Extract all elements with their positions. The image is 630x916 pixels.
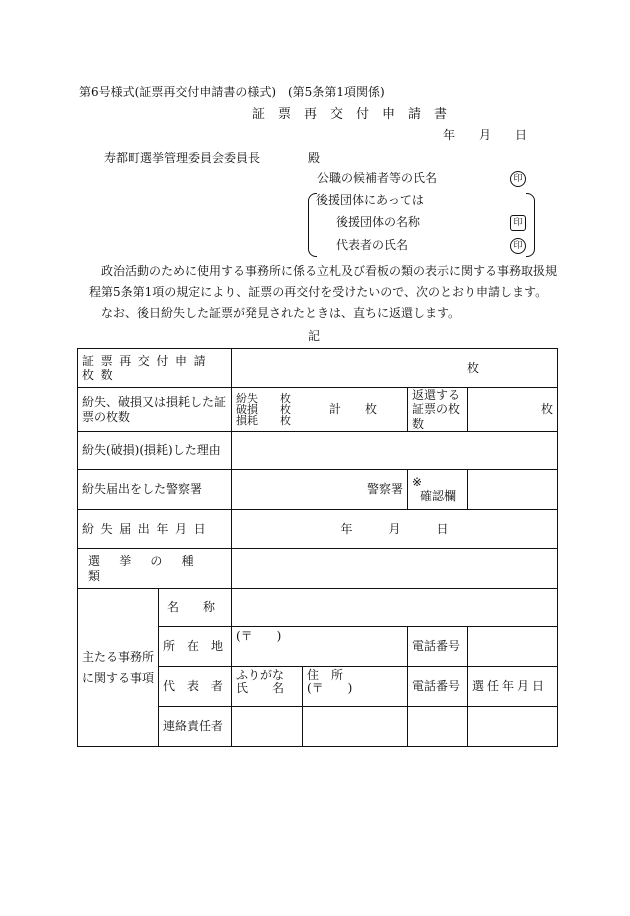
request-count-unit: 枚	[467, 360, 480, 375]
seal-circle-1: 印	[510, 171, 526, 187]
representative-label: 代 表 者	[159, 667, 232, 707]
request-count-label: 証票再交付申請枚数	[78, 349, 232, 388]
ki-label: 記	[308, 329, 321, 343]
candidate-name-label: 公職の候補者等の氏名	[317, 171, 438, 185]
check-box-cell[interactable]	[468, 470, 558, 510]
document-title: 証 票 再 交 付 申 請 書	[252, 107, 448, 122]
lost-total: 計 枚	[328, 402, 377, 417]
body-line-2: 程第5条第1項の規定により、証票の再交付を受けたいので、次のとおり申請します。	[89, 285, 548, 299]
body-line-3: なお、後日紛失した証票が発見されたときは、直ちに返還します。	[101, 306, 461, 320]
police-station-label: 紛失届出をした警察署	[78, 470, 232, 510]
representative-address-cell[interactable]: 住 所 (〒 )	[303, 667, 408, 707]
form-number: 第6号様式(証票再交付申請書の様式) (第5条第1項関係)	[79, 85, 385, 99]
check-label: 確認欄	[420, 488, 457, 503]
return-count-cell[interactable]	[468, 388, 558, 432]
representative-phone-label: 電話番号	[408, 667, 468, 707]
office-name-label: 名 称	[159, 589, 232, 627]
appointment-date-label: 選任年月日	[468, 667, 558, 707]
return-count-label: 返還する証票の枚数	[408, 388, 468, 432]
row-lost-count	[78, 388, 558, 432]
body-line-1: 政治活動のために使用する事務所に係る立札及び看板の類の表示に関する事務取扱規	[101, 264, 558, 278]
office-location-cell[interactable]	[232, 627, 408, 667]
row-office-name	[78, 589, 558, 627]
report-date-cell[interactable]	[232, 510, 558, 549]
support-group-intro: 後援団体にあっては	[316, 193, 424, 207]
row-police-station	[78, 470, 558, 510]
row-request-count	[78, 349, 558, 388]
office-phone-label: 電話番号	[408, 627, 468, 667]
office-name-cell[interactable]	[232, 589, 558, 627]
application-table	[77, 348, 558, 747]
row-report-date	[78, 510, 558, 549]
representative-name-label: 代表者の氏名	[336, 238, 409, 252]
right-bracket	[526, 193, 535, 257]
office-location-label: 所 在 地	[159, 627, 232, 667]
report-date-label: 紛失届出年月日	[78, 510, 232, 549]
contact-label: 連絡責任者	[159, 707, 232, 747]
contact-phone-cell[interactable]	[408, 707, 468, 747]
lost-count-label: 紛失、破損又は損耗した証票の枚数	[78, 388, 232, 432]
seal-circle-2: 印	[510, 238, 526, 254]
contact-address-cell[interactable]	[303, 707, 408, 747]
lost-count-cell[interactable]	[232, 388, 408, 432]
row-reason	[78, 432, 558, 470]
date-line: 年 月 日	[443, 128, 528, 142]
reason-cell[interactable]	[232, 432, 558, 470]
election-type-cell[interactable]	[232, 549, 558, 589]
lost-items-breakdown: 紛失 枚 破損 枚 損耗 枚	[236, 392, 291, 428]
postal-mark: (〒 )	[236, 629, 282, 644]
contact-date-cell[interactable]	[468, 707, 558, 747]
report-date-value: 年 月 日	[340, 521, 449, 536]
request-count-cell[interactable]	[232, 349, 558, 388]
check-box-label-cell	[408, 470, 468, 510]
office-group-label: 主たる事務所 に関する事項	[78, 589, 159, 747]
reason-label: 紛失(破損)(損耗)した理由	[78, 432, 232, 470]
seal-square: 印	[510, 215, 526, 231]
return-count-unit: 枚	[541, 402, 554, 417]
furigana-name-cell[interactable]: ふりがな 氏 名	[232, 667, 303, 707]
police-station-suffix: 警察署	[366, 482, 403, 497]
contact-name-cell[interactable]	[232, 707, 303, 747]
election-type-label: 選挙の種類	[78, 549, 232, 589]
support-group-name-label: 後援団体の名称	[336, 215, 421, 229]
check-mark: ※	[412, 475, 423, 490]
police-station-cell[interactable]	[232, 470, 408, 510]
row-election-type	[78, 549, 558, 589]
addressee: 寿都町選挙管理委員会委員長 殿	[104, 151, 321, 165]
office-phone-cell[interactable]	[468, 627, 558, 667]
